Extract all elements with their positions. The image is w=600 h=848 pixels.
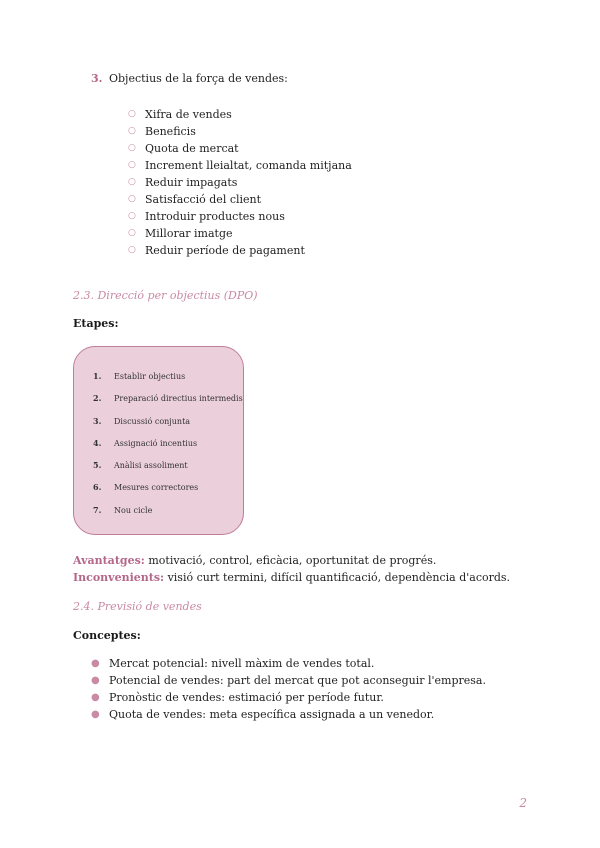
list-item: ● Pronòstic de vendes: estimació per període futur. xyxy=(91,691,384,704)
page-number: 2 xyxy=(519,796,527,810)
list-item: ○ Reduir període de pagament xyxy=(128,244,305,257)
list-item: ○ Increment lleialtat, comanda mitjana xyxy=(128,159,352,172)
dot-bullet-icon: ● xyxy=(91,658,100,669)
list-item: ○ Quota de mercat xyxy=(128,142,239,155)
circle-bullet-icon: ○ xyxy=(128,228,136,238)
concepts-list xyxy=(91,655,486,723)
circle-bullet-icon: ○ xyxy=(128,126,136,136)
dot-bullet-icon: ● xyxy=(91,675,100,686)
advantages-line xyxy=(73,554,436,567)
circle-bullet-icon: ○ xyxy=(128,143,136,153)
stages-list xyxy=(93,365,243,521)
circle-bullet-icon: ○ xyxy=(128,245,136,255)
stage-item: 1. Establir objectius xyxy=(93,371,186,381)
forecast-section-title: 2.4. Previsió de vendes xyxy=(73,600,202,613)
stage-item: 6. Mesures correctores xyxy=(93,482,199,493)
stages-box xyxy=(73,346,244,535)
stage-item: 5. Anàlisi assoliment xyxy=(93,460,188,471)
concepts-heading: Conceptes: xyxy=(73,629,141,642)
disadvantages-text: visió curt termini, difícil quantificació, dependència d'acords. xyxy=(164,571,511,584)
dot-bullet-icon: ● xyxy=(91,709,100,720)
disadvantages-label: Inconvenients: xyxy=(73,571,165,584)
circle-bullet-icon: ○ xyxy=(128,194,136,204)
circle-bullet-icon: ○ xyxy=(128,160,136,170)
stage-item: 7. Nou cicle xyxy=(93,504,153,515)
list-item: ○ Introduir productes nous xyxy=(128,210,285,223)
list-item: ● Mercat potencial: nivell màxim de vendes total. xyxy=(91,657,375,670)
stage-item: 3. Discussió conjunta xyxy=(93,415,191,426)
advantages-text: motivació, control, eficàcia, oportunitat de progrés. xyxy=(144,554,437,567)
disadvantages-line xyxy=(73,571,510,584)
list-item: ○ Beneficis xyxy=(128,125,196,138)
list-item: ○ Satisfacció del client xyxy=(128,193,262,206)
list-item: ○ Xifra de vendes xyxy=(128,108,232,121)
list-item: ○ Millorar imatge xyxy=(128,227,233,240)
section-number: 3. xyxy=(91,72,103,85)
stage-item: 4. Assignació incentius xyxy=(93,437,198,448)
stage-item: 2. Preparació directius intermedis xyxy=(93,393,243,404)
circle-bullet-icon: ○ xyxy=(128,211,136,221)
dpo-section-title: 2.3. Direcció per objectius (DPO) xyxy=(73,289,258,302)
list-item: ● Potencial de vendes: part del mercat que pot aconseguir l'empresa. xyxy=(91,674,486,687)
list-item: ○ Reduir impagats xyxy=(128,176,238,189)
advantages-label: Avantatges: xyxy=(73,554,145,567)
section-heading: Objectius de la força de vendes: xyxy=(109,72,288,85)
objectives-list xyxy=(128,106,352,259)
stages-heading: Etapes: xyxy=(73,317,119,330)
dot-bullet-icon: ● xyxy=(91,692,100,703)
circle-bullet-icon: ○ xyxy=(128,177,136,187)
list-item: ● Quota de vendes: meta específica assignada a un venedor. xyxy=(91,708,435,721)
circle-bullet-icon: ○ xyxy=(128,109,136,119)
